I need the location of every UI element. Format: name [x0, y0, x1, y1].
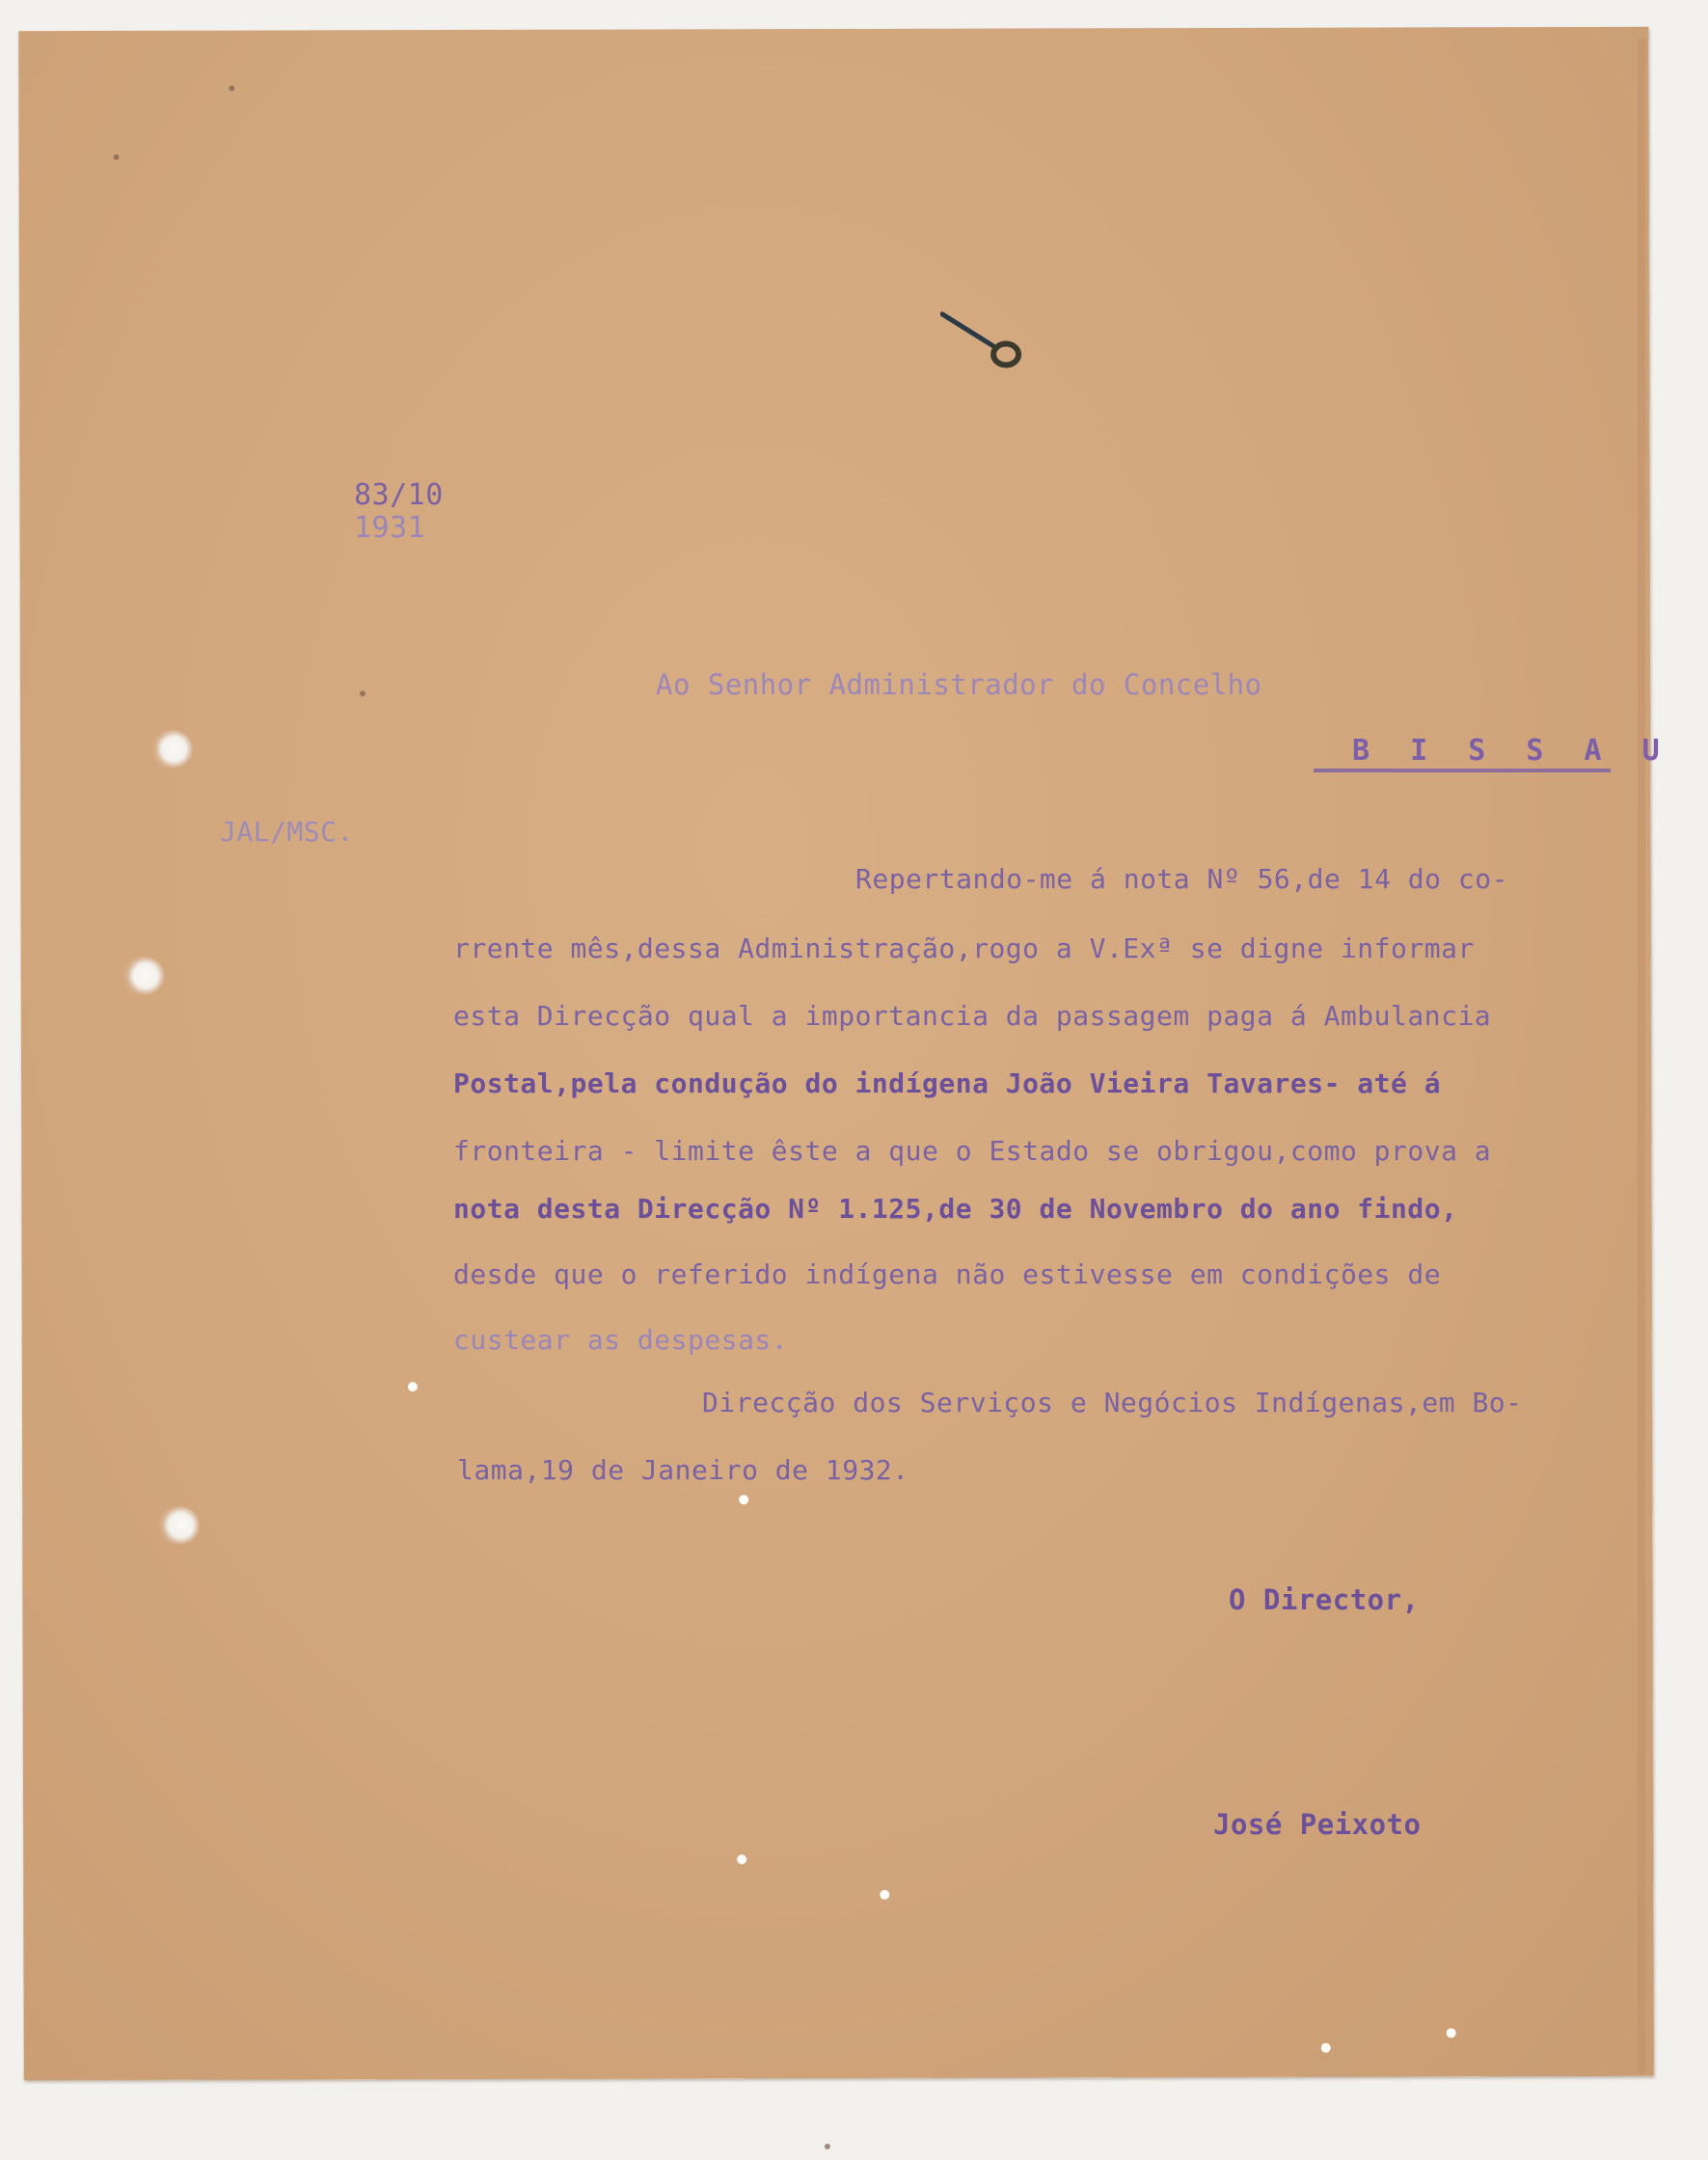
punch-hole: [150, 730, 193, 769]
paper-speck: [1447, 2028, 1456, 2038]
paper-dot: [229, 86, 234, 92]
body-line: rrente mês,dessa Administração,rogo a V.Exª se digne informar: [453, 932, 1475, 964]
body-line: nota desta Direcção Nº 1.125,de 30 de Novembro do ano findo,: [453, 1193, 1458, 1225]
paper-speck: [880, 1890, 889, 1900]
paper-speck: [408, 1382, 418, 1391]
paper-speck: [737, 1854, 746, 1864]
closing-line: Direcção dos Serviços e Negócios Indígenas,em Bo-: [702, 1387, 1523, 1418]
punch-hole: [157, 1506, 200, 1545]
paper-sheet: [18, 27, 1654, 2080]
paper-speck: [739, 1495, 748, 1504]
paper-edge-shadow: [1638, 39, 1645, 2073]
body-line: Repertando-me á nota Nº 56,de 14 do co-: [855, 863, 1508, 895]
reference-number: 83/10: [354, 478, 444, 512]
city-underline: [1314, 769, 1611, 772]
body-line: custear as despesas.: [453, 1324, 789, 1356]
paper-dot: [825, 2144, 830, 2149]
body-line: Postal,pela condução do indígena João Vieira Tavares- até á: [453, 1067, 1442, 1099]
addressee: Ao Senhor Administrador do Concelho: [656, 668, 1262, 701]
paper-dot: [114, 154, 120, 160]
body-line: fronteira - limite êste a que o Estado se obrigou,como prova a: [453, 1135, 1492, 1167]
punch-hole: [122, 957, 165, 995]
paper-dot: [360, 690, 366, 696]
reference-year: 1931: [354, 511, 426, 545]
typist-initials: JAL/MSC.: [220, 816, 354, 848]
destination-city: B I S S A U: [1352, 734, 1671, 768]
pin-mark-icon: [940, 308, 1032, 375]
paper-speck: [1321, 2043, 1331, 2053]
body-line: desde que o referido indígena não estivesse em condições de: [453, 1258, 1442, 1290]
closing-line: lama,19 de Janeiro de 1932.: [457, 1454, 909, 1486]
signature-title: O Director,: [1229, 1583, 1420, 1616]
signature-name: José Peixoto: [1213, 1808, 1422, 1841]
body-line: esta Direcção qual a importancia da passagem paga á Ambulancia: [453, 1000, 1492, 1032]
